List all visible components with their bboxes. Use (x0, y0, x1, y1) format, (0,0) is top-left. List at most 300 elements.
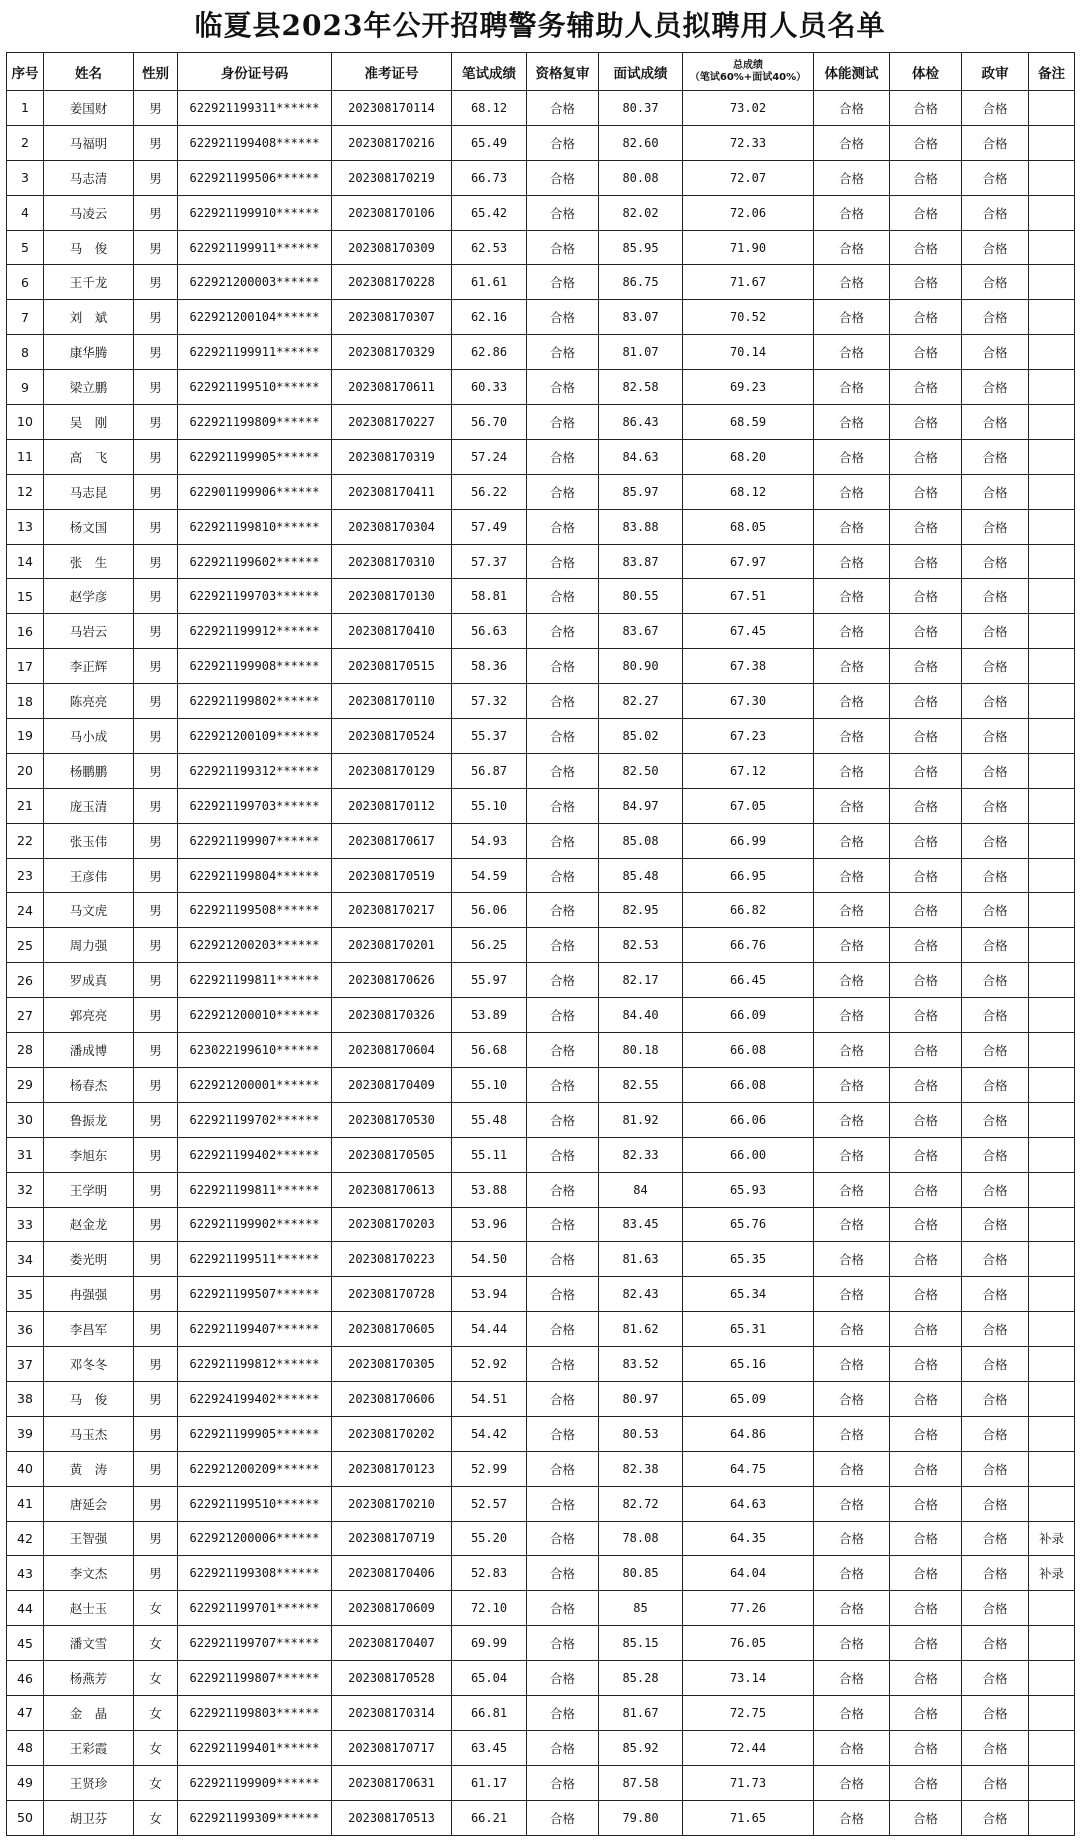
cell-name: 姜国财 (44, 91, 134, 126)
cell-interview: 87.58 (599, 1765, 683, 1800)
cell-total: 67.45 (683, 614, 814, 649)
cell-interview: 80.55 (599, 579, 683, 614)
cell-political: 合格 (962, 1172, 1029, 1207)
cell-no: 5 (7, 230, 44, 265)
cell-ticket: 202308170530 (332, 1102, 452, 1137)
cell-physical: 合格 (814, 230, 890, 265)
cell-id: 622921200109****** (178, 719, 332, 754)
cell-ticket: 202308170202 (332, 1416, 452, 1451)
cell-physical: 合格 (814, 1661, 890, 1696)
cell-id: 622901199906****** (178, 474, 332, 509)
cell-political: 合格 (962, 788, 1029, 823)
table-row (7, 1242, 1075, 1277)
cell-total: 64.63 (683, 1486, 814, 1521)
cell-total: 64.75 (683, 1451, 814, 1486)
cell-total: 73.14 (683, 1661, 814, 1696)
cell-name: 王彦伟 (44, 858, 134, 893)
cell-physical: 合格 (814, 788, 890, 823)
cell-health: 合格 (890, 1172, 962, 1207)
cell-political: 合格 (962, 1521, 1029, 1556)
cell-name: 赵学彦 (44, 579, 134, 614)
cell-review: 合格 (527, 1102, 599, 1137)
cell-total: 76.05 (683, 1626, 814, 1661)
cell-written: 66.81 (452, 1695, 527, 1730)
cell-no: 1 (7, 91, 44, 126)
cell-review: 合格 (527, 300, 599, 335)
cell-id: 622921199811****** (178, 963, 332, 998)
cell-no: 34 (7, 1242, 44, 1277)
cell-political: 合格 (962, 753, 1029, 788)
cell-gender: 男 (134, 1242, 178, 1277)
cell-name: 杨鹏鹏 (44, 753, 134, 788)
cell-political: 合格 (962, 300, 1029, 335)
cell-ticket: 202308170223 (332, 1242, 452, 1277)
cell-review: 合格 (527, 719, 599, 754)
table-row (7, 405, 1075, 440)
cell-remark (1029, 1451, 1075, 1486)
table-row (7, 928, 1075, 963)
header-gender: 性别 (134, 53, 178, 91)
cell-remark (1029, 1102, 1075, 1137)
cell-review: 合格 (527, 1486, 599, 1521)
cell-political: 合格 (962, 370, 1029, 405)
cell-ticket: 202308170304 (332, 509, 452, 544)
cell-total: 66.95 (683, 858, 814, 893)
cell-name: 马岩云 (44, 614, 134, 649)
cell-review: 合格 (527, 544, 599, 579)
cell-total: 66.06 (683, 1102, 814, 1137)
table-row (7, 1172, 1075, 1207)
cell-written: 55.37 (452, 719, 527, 754)
cell-ticket: 202308170519 (332, 858, 452, 893)
cell-ticket: 202308170112 (332, 788, 452, 823)
table-row (7, 474, 1075, 509)
cell-no: 24 (7, 893, 44, 928)
cell-health: 合格 (890, 1695, 962, 1730)
cell-total: 67.30 (683, 684, 814, 719)
cell-name: 李昌军 (44, 1312, 134, 1347)
cell-id: 622921199703****** (178, 579, 332, 614)
cell-remark (1029, 300, 1075, 335)
cell-physical: 合格 (814, 544, 890, 579)
table-row (7, 1486, 1075, 1521)
header-total-formula: （笔试60%+面试40%） (689, 71, 807, 83)
cell-physical: 合格 (814, 1381, 890, 1416)
cell-gender: 男 (134, 788, 178, 823)
cell-written: 62.16 (452, 300, 527, 335)
cell-interview: 85.95 (599, 230, 683, 265)
cell-remark (1029, 1312, 1075, 1347)
cell-total: 73.02 (683, 91, 814, 126)
cell-ticket: 202308170310 (332, 544, 452, 579)
cell-remark (1029, 1765, 1075, 1800)
cell-interview: 82.33 (599, 1137, 683, 1172)
table-row (7, 579, 1075, 614)
cell-remark (1029, 335, 1075, 370)
cell-review: 合格 (527, 1242, 599, 1277)
cell-no: 3 (7, 160, 44, 195)
table-row (7, 1451, 1075, 1486)
cell-physical: 合格 (814, 1277, 890, 1312)
cell-political: 合格 (962, 1033, 1029, 1068)
cell-health: 合格 (890, 1765, 962, 1800)
cell-health: 合格 (890, 265, 962, 300)
cell-id: 622921199905****** (178, 439, 332, 474)
cell-total: 67.51 (683, 579, 814, 614)
cell-interview: 84.40 (599, 998, 683, 1033)
cell-health: 合格 (890, 544, 962, 579)
cell-name: 张玉伟 (44, 823, 134, 858)
cell-name: 金 晶 (44, 1695, 134, 1730)
cell-physical: 合格 (814, 1765, 890, 1800)
cell-no: 20 (7, 753, 44, 788)
table-row (7, 788, 1075, 823)
cell-review: 合格 (527, 1800, 599, 1835)
cell-review: 合格 (527, 1347, 599, 1382)
cell-political: 合格 (962, 1730, 1029, 1765)
cell-interview: 81.07 (599, 335, 683, 370)
cell-political: 合格 (962, 614, 1029, 649)
table-row (7, 125, 1075, 160)
cell-interview: 80.85 (599, 1556, 683, 1591)
cell-written: 66.21 (452, 1800, 527, 1835)
table-row (7, 1521, 1075, 1556)
cell-written: 62.86 (452, 335, 527, 370)
cell-interview: 78.08 (599, 1521, 683, 1556)
cell-review: 合格 (527, 1556, 599, 1591)
cell-interview: 83.07 (599, 300, 683, 335)
cell-review: 合格 (527, 1312, 599, 1347)
cell-written: 65.04 (452, 1661, 527, 1696)
table-row (7, 160, 1075, 195)
cell-ticket: 202308170305 (332, 1347, 452, 1382)
cell-no: 38 (7, 1381, 44, 1416)
cell-physical: 合格 (814, 439, 890, 474)
cell-political: 合格 (962, 335, 1029, 370)
cell-id: 622921200010****** (178, 998, 332, 1033)
cell-review: 合格 (527, 230, 599, 265)
cell-gender: 男 (134, 125, 178, 160)
cell-no: 14 (7, 544, 44, 579)
cell-review: 合格 (527, 195, 599, 230)
cell-no: 17 (7, 649, 44, 684)
cell-total: 65.34 (683, 1277, 814, 1312)
cell-political: 合格 (962, 1765, 1029, 1800)
table-row (7, 1556, 1075, 1591)
cell-remark (1029, 1661, 1075, 1696)
cell-name: 潘文雪 (44, 1626, 134, 1661)
cell-id: 622921199911****** (178, 230, 332, 265)
cell-total: 68.12 (683, 474, 814, 509)
cell-health: 合格 (890, 1381, 962, 1416)
table-row (7, 1661, 1075, 1696)
cell-review: 合格 (527, 1381, 599, 1416)
cell-written: 65.49 (452, 125, 527, 160)
cell-review: 合格 (527, 649, 599, 684)
cell-remark (1029, 788, 1075, 823)
cell-ticket: 202308170114 (332, 91, 452, 126)
cell-remark (1029, 1381, 1075, 1416)
cell-id: 622921199802****** (178, 684, 332, 719)
cell-gender: 男 (134, 719, 178, 754)
cell-review: 合格 (527, 1277, 599, 1312)
cell-health: 合格 (890, 300, 962, 335)
cell-interview: 82.53 (599, 928, 683, 963)
cell-health: 合格 (890, 125, 962, 160)
cell-id: 622921199707****** (178, 1626, 332, 1661)
cell-written: 52.99 (452, 1451, 527, 1486)
cell-ticket: 202308170609 (332, 1591, 452, 1626)
cell-ticket: 202308170605 (332, 1312, 452, 1347)
cell-political: 合格 (962, 1347, 1029, 1382)
cell-review: 合格 (527, 1591, 599, 1626)
cell-physical: 合格 (814, 1172, 890, 1207)
cell-health: 合格 (890, 1347, 962, 1382)
table-body (7, 91, 1075, 1836)
cell-written: 53.89 (452, 998, 527, 1033)
cell-id: 622921199602****** (178, 544, 332, 579)
cell-ticket: 202308170123 (332, 1451, 452, 1486)
cell-health: 合格 (890, 1137, 962, 1172)
cell-no: 2 (7, 125, 44, 160)
cell-total: 66.09 (683, 998, 814, 1033)
cell-review: 合格 (527, 1451, 599, 1486)
cell-written: 58.81 (452, 579, 527, 614)
cell-political: 合格 (962, 160, 1029, 195)
cell-total: 67.97 (683, 544, 814, 579)
cell-name: 潘成博 (44, 1033, 134, 1068)
cell-review: 合格 (527, 579, 599, 614)
cell-name: 王学明 (44, 1172, 134, 1207)
cell-name: 刘 斌 (44, 300, 134, 335)
cell-remark (1029, 1486, 1075, 1521)
cell-gender: 男 (134, 300, 178, 335)
cell-name: 王千龙 (44, 265, 134, 300)
cell-total: 72.07 (683, 160, 814, 195)
cell-gender: 男 (134, 370, 178, 405)
cell-name: 郭亮亮 (44, 998, 134, 1033)
cell-id: 622921199312****** (178, 753, 332, 788)
cell-health: 合格 (890, 1626, 962, 1661)
cell-id: 622921199910****** (178, 195, 332, 230)
cell-health: 合格 (890, 230, 962, 265)
cell-no: 10 (7, 405, 44, 440)
cell-political: 合格 (962, 439, 1029, 474)
cell-total: 64.86 (683, 1416, 814, 1451)
header-interview: 面试成绩 (599, 53, 683, 91)
cell-remark (1029, 1137, 1075, 1172)
cell-written: 55.97 (452, 963, 527, 998)
cell-health: 合格 (890, 1521, 962, 1556)
cell-interview: 80.18 (599, 1033, 683, 1068)
cell-written: 61.61 (452, 265, 527, 300)
cell-remark (1029, 893, 1075, 928)
cell-name: 梁立鹏 (44, 370, 134, 405)
cell-health: 合格 (890, 823, 962, 858)
cell-interview: 81.62 (599, 1312, 683, 1347)
cell-remark (1029, 1207, 1075, 1242)
table-row (7, 1381, 1075, 1416)
cell-gender: 男 (134, 265, 178, 300)
cell-ticket: 202308170524 (332, 719, 452, 754)
cell-remark (1029, 998, 1075, 1033)
cell-remark (1029, 753, 1075, 788)
cell-health: 合格 (890, 719, 962, 754)
cell-remark (1029, 649, 1075, 684)
header-physical: 体能测试 (814, 53, 890, 91)
cell-political: 合格 (962, 1381, 1029, 1416)
cell-review: 合格 (527, 439, 599, 474)
cell-name: 马志清 (44, 160, 134, 195)
cell-health: 合格 (890, 684, 962, 719)
cell-interview: 80.90 (599, 649, 683, 684)
cell-review: 合格 (527, 474, 599, 509)
cell-political: 合格 (962, 579, 1029, 614)
cell-review: 合格 (527, 963, 599, 998)
cell-total: 66.45 (683, 963, 814, 998)
cell-health: 合格 (890, 1486, 962, 1521)
cell-gender: 男 (134, 1312, 178, 1347)
cell-ticket: 202308170110 (332, 684, 452, 719)
cell-review: 合格 (527, 370, 599, 405)
cell-gender: 男 (134, 509, 178, 544)
cell-id: 622921199809****** (178, 405, 332, 440)
header-total-label: 总成绩 (733, 59, 763, 71)
cell-total: 66.99 (683, 823, 814, 858)
cell-interview: 82.72 (599, 1486, 683, 1521)
cell-health: 合格 (890, 474, 962, 509)
cell-political: 合格 (962, 928, 1029, 963)
cell-remark (1029, 125, 1075, 160)
cell-health: 合格 (890, 91, 962, 126)
cell-name: 马志昆 (44, 474, 134, 509)
cell-remark (1029, 265, 1075, 300)
cell-name: 杨燕芳 (44, 1661, 134, 1696)
cell-name: 李旭东 (44, 1137, 134, 1172)
cell-political: 合格 (962, 1277, 1029, 1312)
cell-interview: 84.97 (599, 788, 683, 823)
cell-total: 65.09 (683, 1381, 814, 1416)
table-row (7, 893, 1075, 928)
cell-health: 合格 (890, 1207, 962, 1242)
header-no: 序号 (7, 53, 44, 91)
cell-physical: 合格 (814, 1451, 890, 1486)
cell-interview: 84.63 (599, 439, 683, 474)
cell-no: 46 (7, 1661, 44, 1696)
cell-total: 65.16 (683, 1347, 814, 1382)
cell-total: 70.14 (683, 335, 814, 370)
cell-gender: 男 (134, 963, 178, 998)
cell-gender: 男 (134, 579, 178, 614)
cell-ticket: 202308170717 (332, 1730, 452, 1765)
cell-remark (1029, 544, 1075, 579)
cell-id: 622921199701****** (178, 1591, 332, 1626)
cell-health: 合格 (890, 1312, 962, 1347)
cell-gender: 男 (134, 928, 178, 963)
cell-interview: 82.55 (599, 1067, 683, 1102)
cell-political: 合格 (962, 1207, 1029, 1242)
cell-interview: 81.92 (599, 1102, 683, 1137)
cell-health: 合格 (890, 1277, 962, 1312)
cell-ticket: 202308170129 (332, 753, 452, 788)
cell-no: 36 (7, 1312, 44, 1347)
cell-remark (1029, 963, 1075, 998)
cell-interview: 85.28 (599, 1661, 683, 1696)
cell-review: 合格 (527, 788, 599, 823)
cell-interview: 82.17 (599, 963, 683, 998)
cell-political: 合格 (962, 1312, 1029, 1347)
header-name: 姓名 (44, 53, 134, 91)
cell-id: 622921199702****** (178, 1102, 332, 1137)
cell-physical: 合格 (814, 579, 890, 614)
cell-review: 合格 (527, 1207, 599, 1242)
cell-name: 马 俊 (44, 230, 134, 265)
cell-review: 合格 (527, 509, 599, 544)
cell-physical: 合格 (814, 1102, 890, 1137)
cell-political: 合格 (962, 509, 1029, 544)
cell-remark (1029, 230, 1075, 265)
cell-political: 合格 (962, 1137, 1029, 1172)
cell-total: 64.04 (683, 1556, 814, 1591)
cell-written: 54.51 (452, 1381, 527, 1416)
table-row (7, 1102, 1075, 1137)
table-row (7, 1312, 1075, 1347)
table-row (7, 1730, 1075, 1765)
table-row (7, 335, 1075, 370)
cell-id: 622921199508****** (178, 893, 332, 928)
cell-physical: 合格 (814, 474, 890, 509)
cell-name: 鲁振龙 (44, 1102, 134, 1137)
cell-ticket: 202308170631 (332, 1765, 452, 1800)
cell-health: 合格 (890, 893, 962, 928)
cell-no: 31 (7, 1137, 44, 1172)
cell-physical: 合格 (814, 1242, 890, 1277)
cell-written: 52.92 (452, 1347, 527, 1382)
cell-no: 21 (7, 788, 44, 823)
cell-id: 622921199909****** (178, 1765, 332, 1800)
header-remark: 备注 (1029, 53, 1075, 91)
cell-total: 67.23 (683, 719, 814, 754)
table-row (7, 649, 1075, 684)
cell-interview: 80.37 (599, 91, 683, 126)
cell-written: 54.42 (452, 1416, 527, 1451)
cell-political: 合格 (962, 1102, 1029, 1137)
cell-id: 622921200203****** (178, 928, 332, 963)
cell-total: 68.05 (683, 509, 814, 544)
cell-id: 622921199811****** (178, 1172, 332, 1207)
cell-written: 57.37 (452, 544, 527, 579)
cell-ticket: 202308170130 (332, 579, 452, 614)
cell-political: 合格 (962, 1695, 1029, 1730)
cell-gender: 男 (134, 1172, 178, 1207)
cell-health: 合格 (890, 1730, 962, 1765)
cell-interview: 85.48 (599, 858, 683, 893)
cell-gender: 男 (134, 1137, 178, 1172)
cell-name: 李文杰 (44, 1556, 134, 1591)
table-row (7, 684, 1075, 719)
cell-ticket: 202308170626 (332, 963, 452, 998)
cell-total: 72.44 (683, 1730, 814, 1765)
cell-ticket: 202308170219 (332, 160, 452, 195)
cell-gender: 女 (134, 1626, 178, 1661)
cell-interview: 82.38 (599, 1451, 683, 1486)
cell-id: 622921200006****** (178, 1521, 332, 1556)
cell-review: 合格 (527, 1695, 599, 1730)
cell-gender: 男 (134, 474, 178, 509)
cell-political: 合格 (962, 1416, 1029, 1451)
cell-physical: 合格 (814, 1521, 890, 1556)
cell-review: 合格 (527, 160, 599, 195)
